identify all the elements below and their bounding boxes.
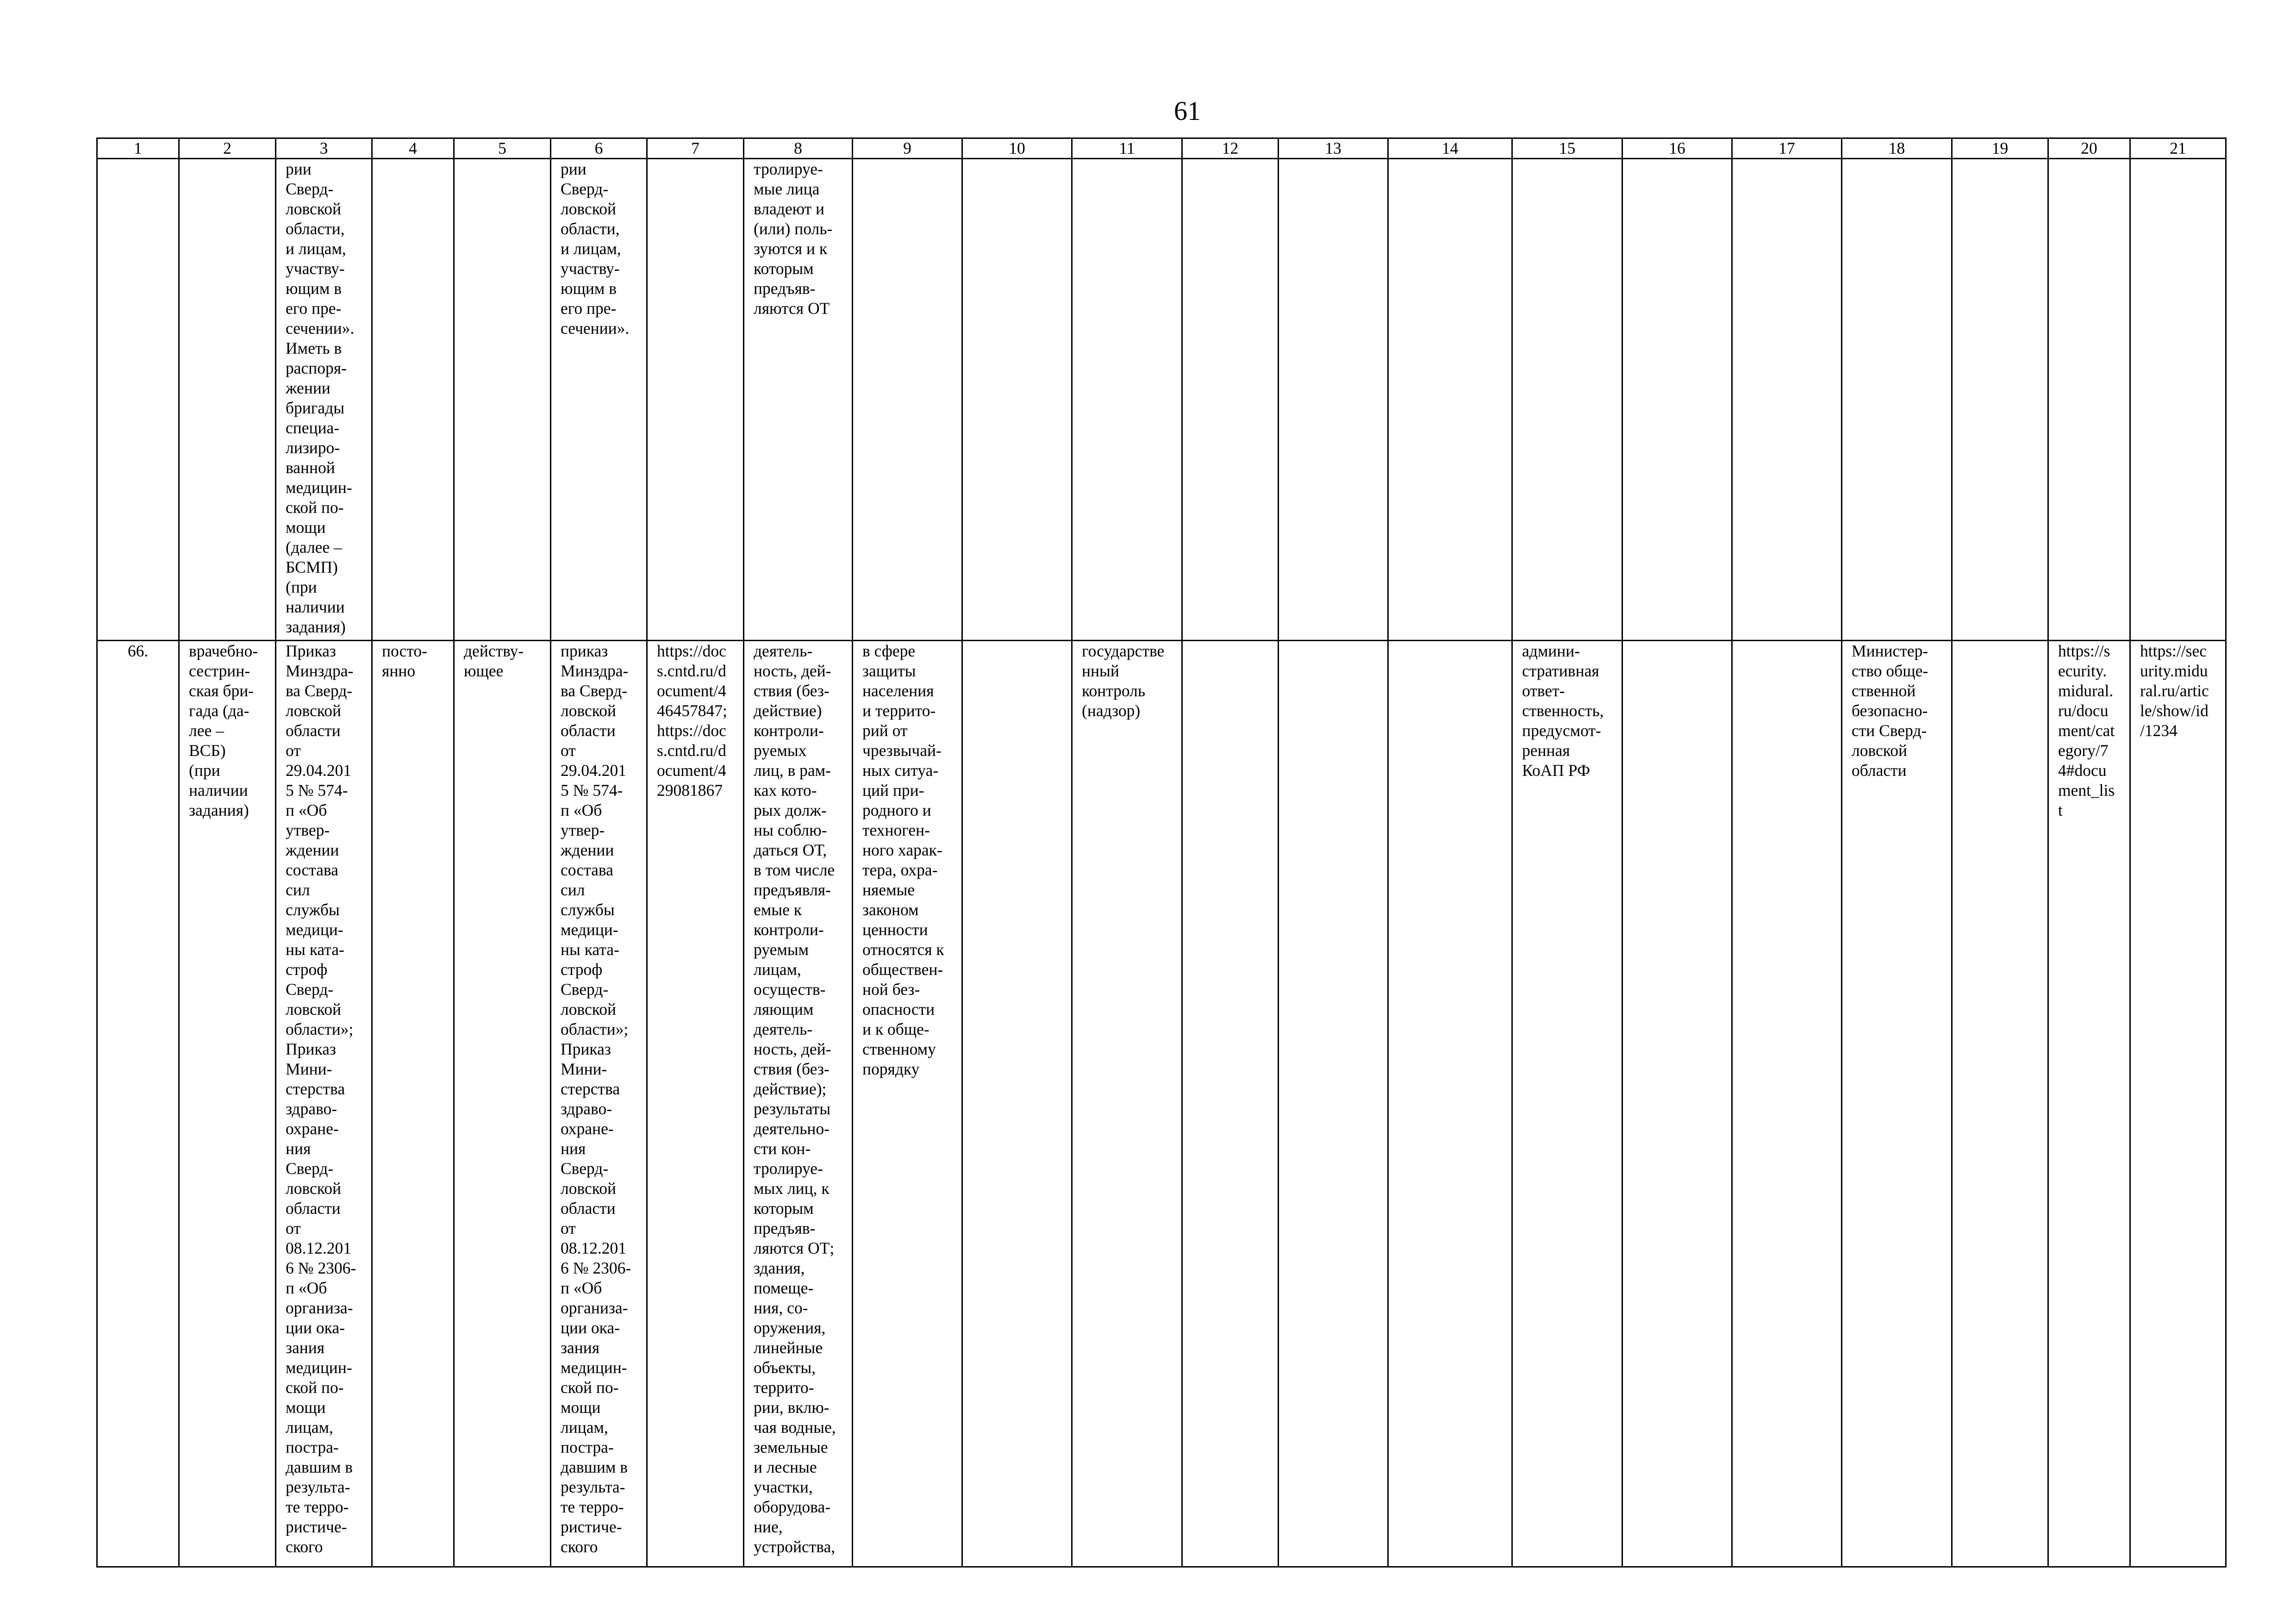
column-number: 18	[1842, 138, 1952, 159]
table-cell	[1072, 159, 1182, 641]
register-table	[96, 137, 2227, 1568]
table-cell: рии Сверд- ловской области, и лицам, участву- ющим в его пре- сечении». Иметь в распоря- жении бригады специа- лизиро- ванной медицин- ской по- мощи (далее – БСМП) (при наличии задания)	[276, 159, 372, 641]
table-cell	[1279, 641, 1388, 1567]
table-row-continued	[97, 159, 2226, 641]
column-number: 16	[1622, 138, 1732, 159]
column-number: 12	[1182, 138, 1279, 159]
page-number: 61	[1174, 96, 1201, 126]
column-number: 8	[744, 138, 853, 159]
column-number: 7	[647, 138, 744, 159]
table-cell	[962, 641, 1072, 1567]
column-number: 9	[853, 138, 962, 159]
table-cell	[1182, 159, 1279, 641]
table-cell: Приказ Минздра- ва Сверд- ловской области от 29.04.201 5 № 574- п «Об утвер- ждении состава сил службы медици- ны ката- строф Сверд- ловской области»; Приказ Мини- стерства здраво- охране- ния Сверд- ловской области от 08.12.201 6 № 2306- п «Об организа- ции ока- зания медицин- ской по- мощи лицам, постра- давшим в результа- те терро- ристиче- ского	[276, 641, 372, 1567]
column-number: 14	[1388, 138, 1512, 159]
column-number-row	[97, 138, 2226, 159]
table-cell: рии Сверд- ловской области, и лицам, участву- ющим в его пре- сечении».	[551, 159, 647, 641]
table-cell	[1622, 159, 1732, 641]
column-number: 3	[276, 138, 372, 159]
table-cell	[1622, 641, 1732, 1567]
table-cell	[1842, 159, 1952, 641]
table-cell	[1182, 641, 1279, 1567]
table-cell	[1388, 159, 1512, 641]
column-number: 11	[1072, 138, 1182, 159]
row-number: 66.	[97, 641, 179, 1567]
column-number: 1	[97, 138, 179, 159]
table-cell	[2048, 159, 2130, 641]
column-number: 2	[179, 138, 276, 159]
table-cell	[1279, 159, 1388, 641]
table-cell	[454, 159, 551, 641]
table-cell	[2130, 159, 2226, 641]
table-cell: в сфере защиты населения и террито- рий от чрезвычай- ных ситуа- ций при- родного и техноген- ного харак- тера, охра- няемые законом ценности относятся к обществен- ной без- опасности и к обще- ственному порядку	[853, 641, 962, 1567]
table-cell: админи- стративная ответ- ственность, предусмот- ренная КоАП РФ	[1512, 641, 1622, 1567]
table-cell	[1952, 641, 2048, 1567]
column-number: 10	[962, 138, 1072, 159]
table-cell: Министер- ство обще- ственной безопасно- сти Сверд- ловской области	[1842, 641, 1952, 1567]
column-number: 6	[551, 138, 647, 159]
table-row-66	[97, 641, 2226, 1567]
column-number: 20	[2048, 138, 2130, 159]
column-number: 5	[454, 138, 551, 159]
table-cell	[1732, 641, 1842, 1567]
table-cell	[647, 159, 744, 641]
column-number: 17	[1732, 138, 1842, 159]
table-cell	[179, 159, 276, 641]
column-number: 21	[2130, 138, 2226, 159]
table-cell	[853, 159, 962, 641]
table-cell: https://s ecurity. midural. ru/docu ment/cat egory/7 4#docu ment_lis t	[2048, 641, 2130, 1567]
table-cell: государстве нный контроль (надзор)	[1072, 641, 1182, 1567]
column-number: 15	[1512, 138, 1622, 159]
table-cell: врачебно- сестрин- ская бри- гада (да- лее – ВСБ) (при наличии задания)	[179, 641, 276, 1567]
table-cell	[1732, 159, 1842, 641]
table-cell: приказ Минздра- ва Сверд- ловской области от 29.04.201 5 № 574- п «Об утвер- ждении состава сил службы медици- ны ката- строф Сверд- ловской области»; Приказ Мини- стерства здраво- охране- ния Сверд- ловской области от 08.12.201 6 № 2306- п «Об организа- ции ока- зания медицин- ской по- мощи лицам, постра- давшим в результа- те терро- ристиче- ского	[551, 641, 647, 1567]
column-number: 19	[1952, 138, 2048, 159]
table-cell: деятель- ность, дей- ствия (без- действие) контроли- руемых лиц, в рам- ках кото- рых долж- ны соблю- даться ОТ, в том числе предъявля- емые к контроли- руемым лицам, осуществ- ляющим деятель- ность, дей- ствия (без- действие); результаты деятельно- сти кон- тролируе- мых лиц, к которым предъяв- ляются ОТ; здания, помеще- ния, со- оружения, линейные объекты, террито- рии, вклю- чая водные, земельные и лесные участки, оборудова- ние, устройства,	[744, 641, 853, 1567]
column-number: 4	[372, 138, 454, 159]
table-cell	[1512, 159, 1622, 641]
table-cell	[1952, 159, 2048, 641]
table-cell: действу- ющее	[454, 641, 551, 1567]
column-number: 13	[1279, 138, 1388, 159]
table-cell	[1388, 641, 1512, 1567]
table-cell: тролируе- мые лица владеют и (или) поль- зуются и к которым предъяв- ляются ОТ	[744, 159, 853, 641]
table-cell	[372, 159, 454, 641]
table-cell: посто- янно	[372, 641, 454, 1567]
table-cell: https://doc s.cntd.ru/d ocument/4 46457847; https://doc s.cntd.ru/d ocument/4 29081867	[647, 641, 744, 1567]
table-cell	[97, 159, 179, 641]
table-cell	[962, 159, 1072, 641]
table-cell: https://sec urity.midu ral.ru/artic le/show/id /1234	[2130, 641, 2226, 1567]
